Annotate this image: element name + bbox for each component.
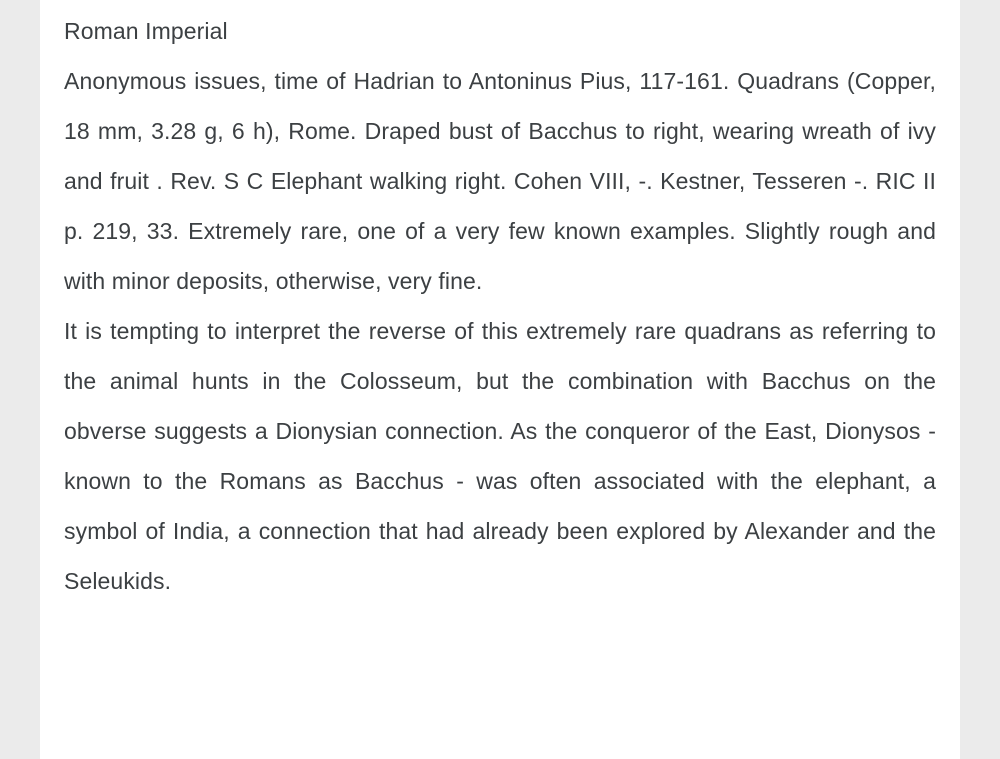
description-paragraph: Anonymous issues, time of Hadrian to Antoninus Pius, 117-161. Quadrans (Copper, 18 mm, 3.28 g, 6 h), Rome. Draped bust of Bacchus to right, wearing wreath of ivy and fruit . Rev. S C Elephant walking right. Cohen VIII, -. Kestner, Tesseren -. RIC II p. 219, 33. Extremely rare, one of a very few known examples. Slightly rough and with minor deposits, otherwise, very fine. (64, 68, 936, 294)
document-page (40, 0, 960, 759)
page-title: Roman Imperial (64, 18, 228, 44)
document-content (64, 0, 936, 606)
commentary-paragraph: It is tempting to interpret the reverse of this extremely rare quadrans as referring to the animal hunts in the Colosseum, but the combination with Bacchus on the obverse suggests a Dionysian connection. As the conqueror of the East, Dionysos - known to the Romans as Bacchus - was often associated with the elephant, a symbol of India, a connection that had already been explored by Alexander and the Seleukids. (64, 318, 936, 594)
